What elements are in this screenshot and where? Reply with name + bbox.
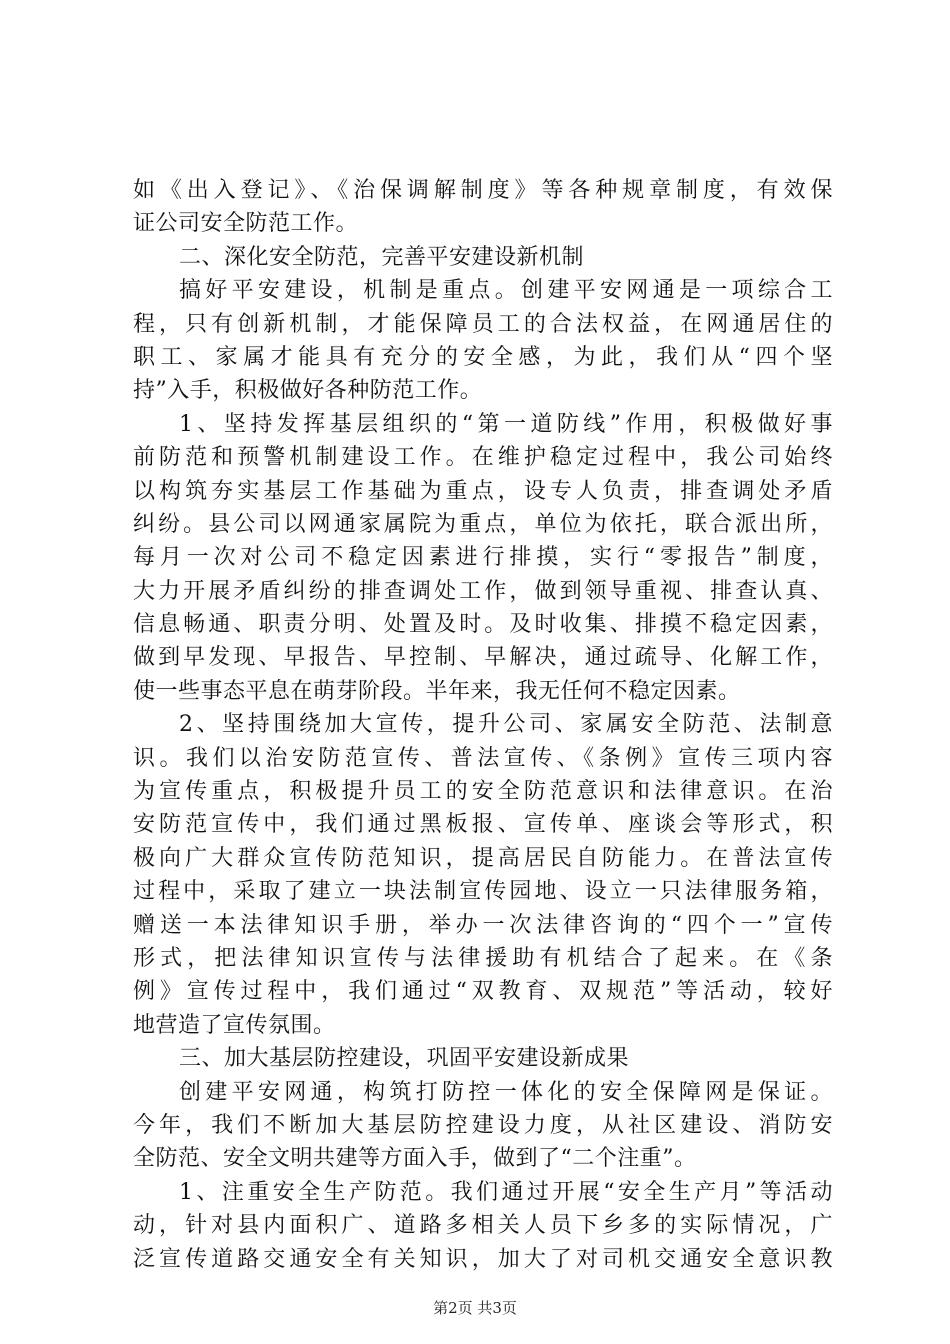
text-line: 搞好平安建设，机制是重点。创建平安网通是一项综合工 [179,278,833,304]
text-line: 识。我们以治安防范宣传、普法宣传、《条例》宣传三项内容 [133,745,833,771]
page-footer: 第2页 共3页 [433,1299,517,1317]
text-line: 安防范宣传中，我们通过黑板报、宣传单、座谈会等形式，积 [133,812,833,838]
text-line: 以构筑夯实基层工作基础为重点，设专人负责，排查调处矛盾 [133,478,833,504]
text-line: 纠纷。县公司以网通家属院为重点，单位为依托，联合派出所， [133,511,833,537]
text-line: 全防范、安全文明共建等方面入手，做到了“二个注重”。 [133,1146,697,1172]
text-line: 创建平安网通，构筑打防控一体化的安全保障网是保证。 [179,1079,833,1105]
text-line: 每月一次对公司不稳定因素进行排摸，实行“零报告”制度， [133,545,833,571]
text-line: 信息畅通、职责分明、处置及时。及时收集、排摸不稳定因素， [133,612,833,638]
text-line: 赠送一本法律知识手册，举办一次法律咨询的“四个一”宣传 [133,912,833,938]
text-line: 过程中，采取了建立一块法制宣传园地、设立一只法律服务箱， [133,879,833,905]
text-line: 地营造了宣传氛围。 [133,1012,336,1038]
text-line: 今年，我们不断加大基层防控建设力度，从社区建设、消防安 [133,1112,833,1138]
text-line: 泛宣传道路交通安全有关知识，加大了对司机交通安全意识教 [133,1246,833,1272]
text-line: 做到早发现、早报告、早控制、早解决，通过疏导、化解工作， [133,645,833,671]
text-line: 例》宣传过程中，我们通过“双教育、双规范”等活动，较好 [133,979,833,1005]
section-heading: 三、加大基层防控建设，巩固平安建设新成果 [179,1046,630,1072]
text-line: 程，只有创新机制，才能保障员工的合法权益，在网通居住的 [133,311,833,337]
text-line: 形式，把法律知识宣传与法律援助有机结合了起来。在《条 [133,945,833,971]
document-body [133,174,833,1276]
section-heading: 二、深化安全防范，完善平安建设新机制 [179,244,585,270]
text-line: 极向广大群众宣传防范知识，提高居民自防能力。在普法宣传 [133,845,833,871]
text-line: 动，针对县内面积广、道路多相关人员下乡多的实际情况，广 [133,1213,833,1239]
text-line: 持”入手，积极做好各种防范工作。 [133,378,483,404]
text-line: 为宣传重点，积极提升员工的安全防范意识和法律意识。在治 [133,779,833,805]
text-line: 1、注重安全生产防范。我们通过开展“安全生产月”等活动 [179,1179,833,1205]
text-line: 大力开展矛盾纠纷的排查调处工作，做到领导重视、排查认真、 [133,578,833,604]
text-line: 1、坚持发挥基层组织的“第一道防线”作用，积极做好事 [179,411,833,437]
text-line: 如《出入登记》、《治保调解制度》等各种规章制度，有效保 [133,178,833,203]
text-line: 2、坚持围绕加大宣传，提升公司、家属安全防范、法制意 [179,712,833,738]
text-line: 证公司安全防范工作。 [133,211,359,237]
text-line: 使一些事态平息在萌芽阶段。半年来，我无任何不稳定因素。 [133,678,741,704]
text-line: 职工、家属才能具有充分的安全感，为此，我们从“四个坚 [133,344,833,370]
text-line: 前防范和预警机制建设工作。在维护稳定过程中，我公司始终 [133,445,833,471]
